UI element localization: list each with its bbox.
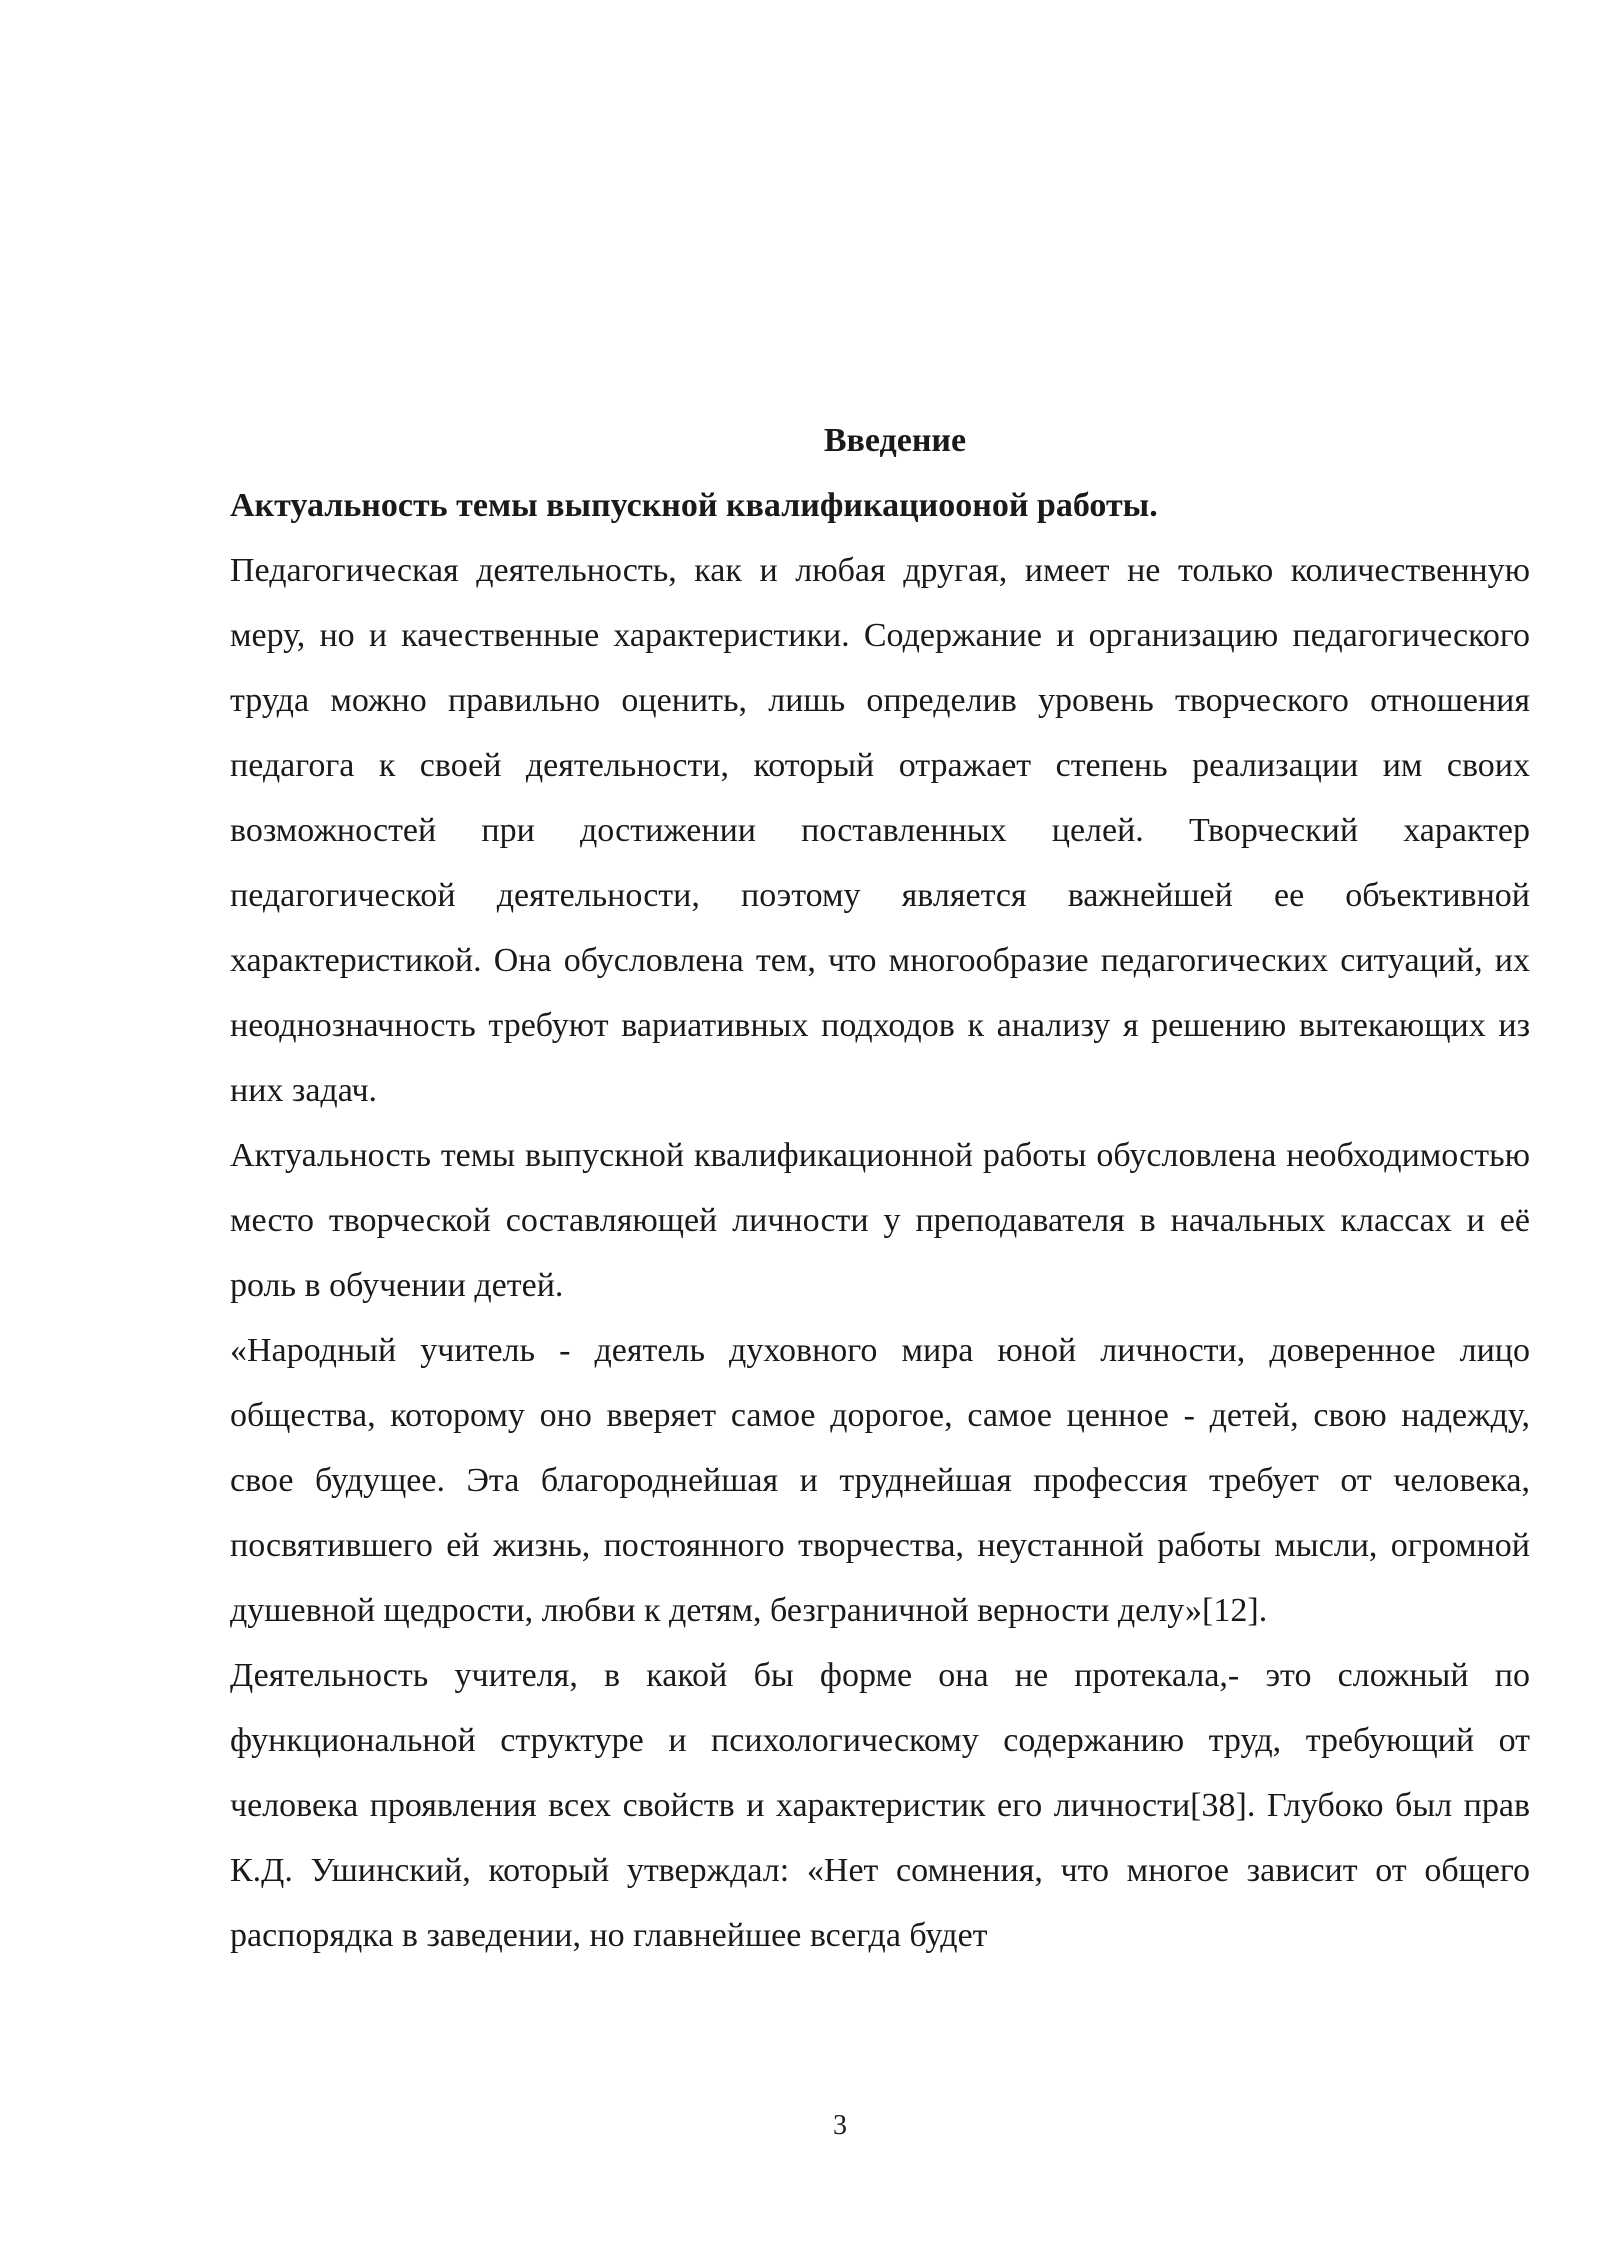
paragraph-teacher-activity: Деятельность учителя, в какой бы форме она не протекала,- это сложный по функциональной структуре и психологическому содержанию труд, требующий от человека проявления всех свойств и характеристик его личности[38]. Глубоко был прав К.Д. Ушинский, который утверждал: «Нет сомнения, что многое зависит от общего распорядка в заведении, но главнейшее всегда будет	[230, 1657, 1530, 1954]
page-content	[230, 408, 1530, 1968]
page-number: 3	[833, 2110, 847, 2141]
section-heading: Введение	[823, 422, 967, 459]
paragraph-pedagogical-activity: Педагогическая деятельность, как и любая другая, имеет не только количественную меру, но и качественные характеристики. Содержание и организацию педагогического труда можно правильно оценить, лишь определив уровень творческого отношения педагога к своей деятельности, который отражает степень реализации им своих возможностей при достижении поставленных целей. Творческий характер педагогической деятельности, поэтому является важнейшей ее объективной характеристикой. Она обусловлена тем, что многообразие педагогических ситуаций, их неоднозначность требуют вариативных подходов к анализу я решению вытекающих из них задач.	[230, 552, 1530, 1109]
subsection-heading: Актуальность темы выпускной квалификациооной работы.	[230, 487, 1158, 524]
paragraph-relevance: Актуальность темы выпускной квалификационной работы обусловлена необходимостью место творческой составляющей личности у преподавателя в начальных классах и её роль в обучении детей.	[230, 1137, 1530, 1304]
paragraph-quote-teacher: «Народный учитель - деятель духовного мира юной личности, доверенное лицо общества, которому оно вверяет самое дорогое, самое ценное - детей, свою надежду, свое будущее. Эта благороднейшая и труднейшая профессия требует от человека, посвятившего ей жизнь, постоянного творчества, неустанной работы мысли, огромной душевной щедрости, любви к детям, безграничной верности делу»[12].	[230, 1332, 1530, 1629]
